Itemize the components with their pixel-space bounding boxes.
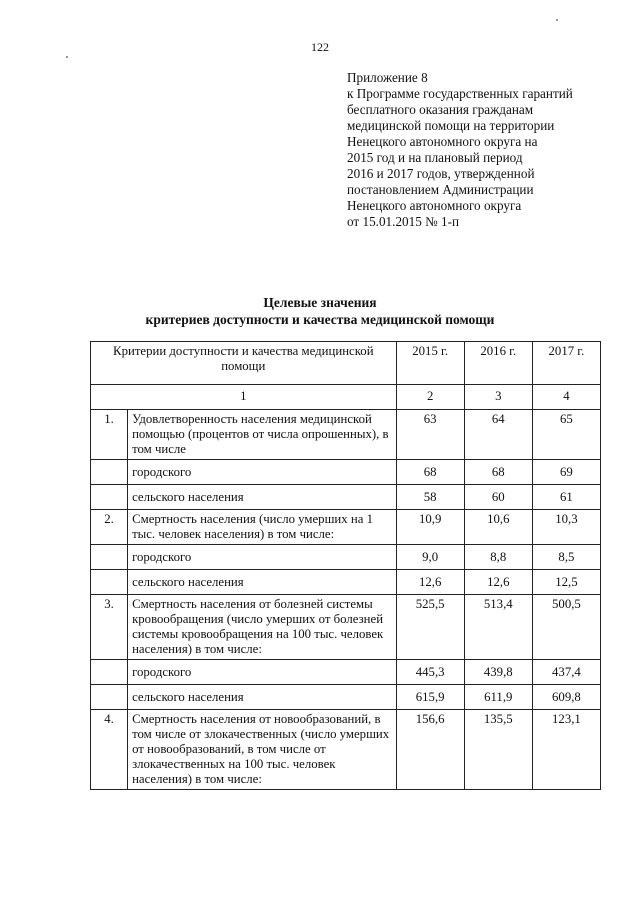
criterion-name: городского bbox=[128, 545, 397, 570]
value-2017: 69 bbox=[532, 460, 600, 485]
appendix-line: 2016 и 2017 годов, утвержденной bbox=[347, 166, 535, 181]
appendix-line: медицинской помощи на территории bbox=[347, 118, 555, 133]
row-number bbox=[91, 685, 128, 710]
column-number: 1 bbox=[91, 385, 397, 410]
table-row bbox=[91, 460, 601, 485]
value-2016: 60 bbox=[464, 485, 532, 510]
value-2016: 10,6 bbox=[464, 510, 532, 545]
value-2017: 12,5 bbox=[532, 570, 600, 595]
scan-speck bbox=[556, 19, 558, 21]
value-2016: 64 bbox=[464, 410, 532, 460]
header-2017: 2017 г. bbox=[532, 342, 600, 385]
table-row bbox=[91, 410, 601, 460]
scan-speck bbox=[66, 56, 68, 58]
value-2017: 8,5 bbox=[532, 545, 600, 570]
value-2015: 58 bbox=[396, 485, 464, 510]
row-number: 4. bbox=[91, 710, 128, 790]
appendix-line: от 15.01.2015 № 1-п bbox=[347, 214, 460, 229]
table-row bbox=[91, 710, 601, 790]
appendix-line: Ненецкого автономного округа bbox=[347, 198, 522, 213]
page-number: 122 bbox=[311, 40, 329, 54]
value-2017: 500,5 bbox=[532, 595, 600, 660]
appendix-line: 2015 год и на плановый период bbox=[347, 150, 523, 165]
value-2016: 8,8 bbox=[464, 545, 532, 570]
row-number: 3. bbox=[91, 595, 128, 660]
row-number bbox=[91, 570, 128, 595]
value-2015: 445,3 bbox=[396, 660, 464, 685]
value-2015: 63 bbox=[396, 410, 464, 460]
value-2016: 135,5 bbox=[464, 710, 532, 790]
value-2015: 10,9 bbox=[396, 510, 464, 545]
table-row bbox=[91, 545, 601, 570]
row-number bbox=[91, 545, 128, 570]
document-title bbox=[0, 294, 640, 328]
value-2017: 609,8 bbox=[532, 685, 600, 710]
row-number: 1. bbox=[91, 410, 128, 460]
column-number-row bbox=[91, 385, 601, 410]
value-2015: 68 bbox=[396, 460, 464, 485]
table-row bbox=[91, 510, 601, 545]
value-2016: 611,9 bbox=[464, 685, 532, 710]
value-2017: 10,3 bbox=[532, 510, 600, 545]
appendix-line: Приложение 8 bbox=[347, 70, 428, 85]
table-row bbox=[91, 660, 601, 685]
criterion-name: сельского населения bbox=[128, 685, 397, 710]
header-2015: 2015 г. bbox=[396, 342, 464, 385]
value-2016: 12,6 bbox=[464, 570, 532, 595]
appendix-line: бесплатного оказания гражданам bbox=[347, 102, 534, 117]
criterion-name: городского bbox=[128, 460, 397, 485]
criterion-name: городского bbox=[128, 660, 397, 685]
value-2017: 61 bbox=[532, 485, 600, 510]
criterion-name: Смертность населения от новообразований, в том числе от злокачественных (число умерших от новообразований, в том числе от злокачественных на 100 тыс. человек населения) в том числе: bbox=[128, 710, 397, 790]
column-number: 3 bbox=[464, 385, 532, 410]
criterion-name: Смертность населения от болезней системы кровообращения (число умерших от болезней системы кровообращения на 100 тыс. человек населения) в том числе: bbox=[128, 595, 397, 660]
table-row bbox=[91, 595, 601, 660]
appendix-block bbox=[347, 70, 617, 230]
header-2016: 2016 г. bbox=[464, 342, 532, 385]
value-2015: 615,9 bbox=[396, 685, 464, 710]
appendix-line: к Программе государственных гарантий bbox=[347, 86, 573, 101]
row-number bbox=[91, 660, 128, 685]
value-2015: 12,6 bbox=[396, 570, 464, 595]
table-row bbox=[91, 685, 601, 710]
value-2017: 65 bbox=[532, 410, 600, 460]
column-number: 4 bbox=[532, 385, 600, 410]
criterion-name: Удовлетворенность населения медицинской помощью (процентов от числа опрошенных), в том числе bbox=[128, 410, 397, 460]
criterion-name: сельского населения bbox=[128, 485, 397, 510]
criteria-table bbox=[90, 341, 601, 790]
value-2016: 68 bbox=[464, 460, 532, 485]
value-2017: 123,1 bbox=[532, 710, 600, 790]
appendix-line: Ненецкого автономного округа на bbox=[347, 134, 538, 149]
value-2016: 513,4 bbox=[464, 595, 532, 660]
title-line-1: Целевые значения bbox=[263, 295, 377, 310]
criterion-name: сельского населения bbox=[128, 570, 397, 595]
value-2015: 156,6 bbox=[396, 710, 464, 790]
criterion-name: Смертность населения (число умерших на 1 тыс. человек населения) в том числе: bbox=[128, 510, 397, 545]
row-number bbox=[91, 460, 128, 485]
appendix-line: постановлением Администрации bbox=[347, 182, 534, 197]
table-row bbox=[91, 485, 601, 510]
value-2016: 439,8 bbox=[464, 660, 532, 685]
header-criteria: Критерии доступности и качества медицинской помощи bbox=[91, 342, 397, 385]
value-2015: 9,0 bbox=[396, 545, 464, 570]
table-row bbox=[91, 570, 601, 595]
table-header-row bbox=[91, 342, 601, 385]
value-2017: 437,4 bbox=[532, 660, 600, 685]
title-line-2: критериев доступности и качества медицинской помощи bbox=[145, 312, 495, 327]
row-number bbox=[91, 485, 128, 510]
row-number: 2. bbox=[91, 510, 128, 545]
value-2015: 525,5 bbox=[396, 595, 464, 660]
column-number: 2 bbox=[396, 385, 464, 410]
